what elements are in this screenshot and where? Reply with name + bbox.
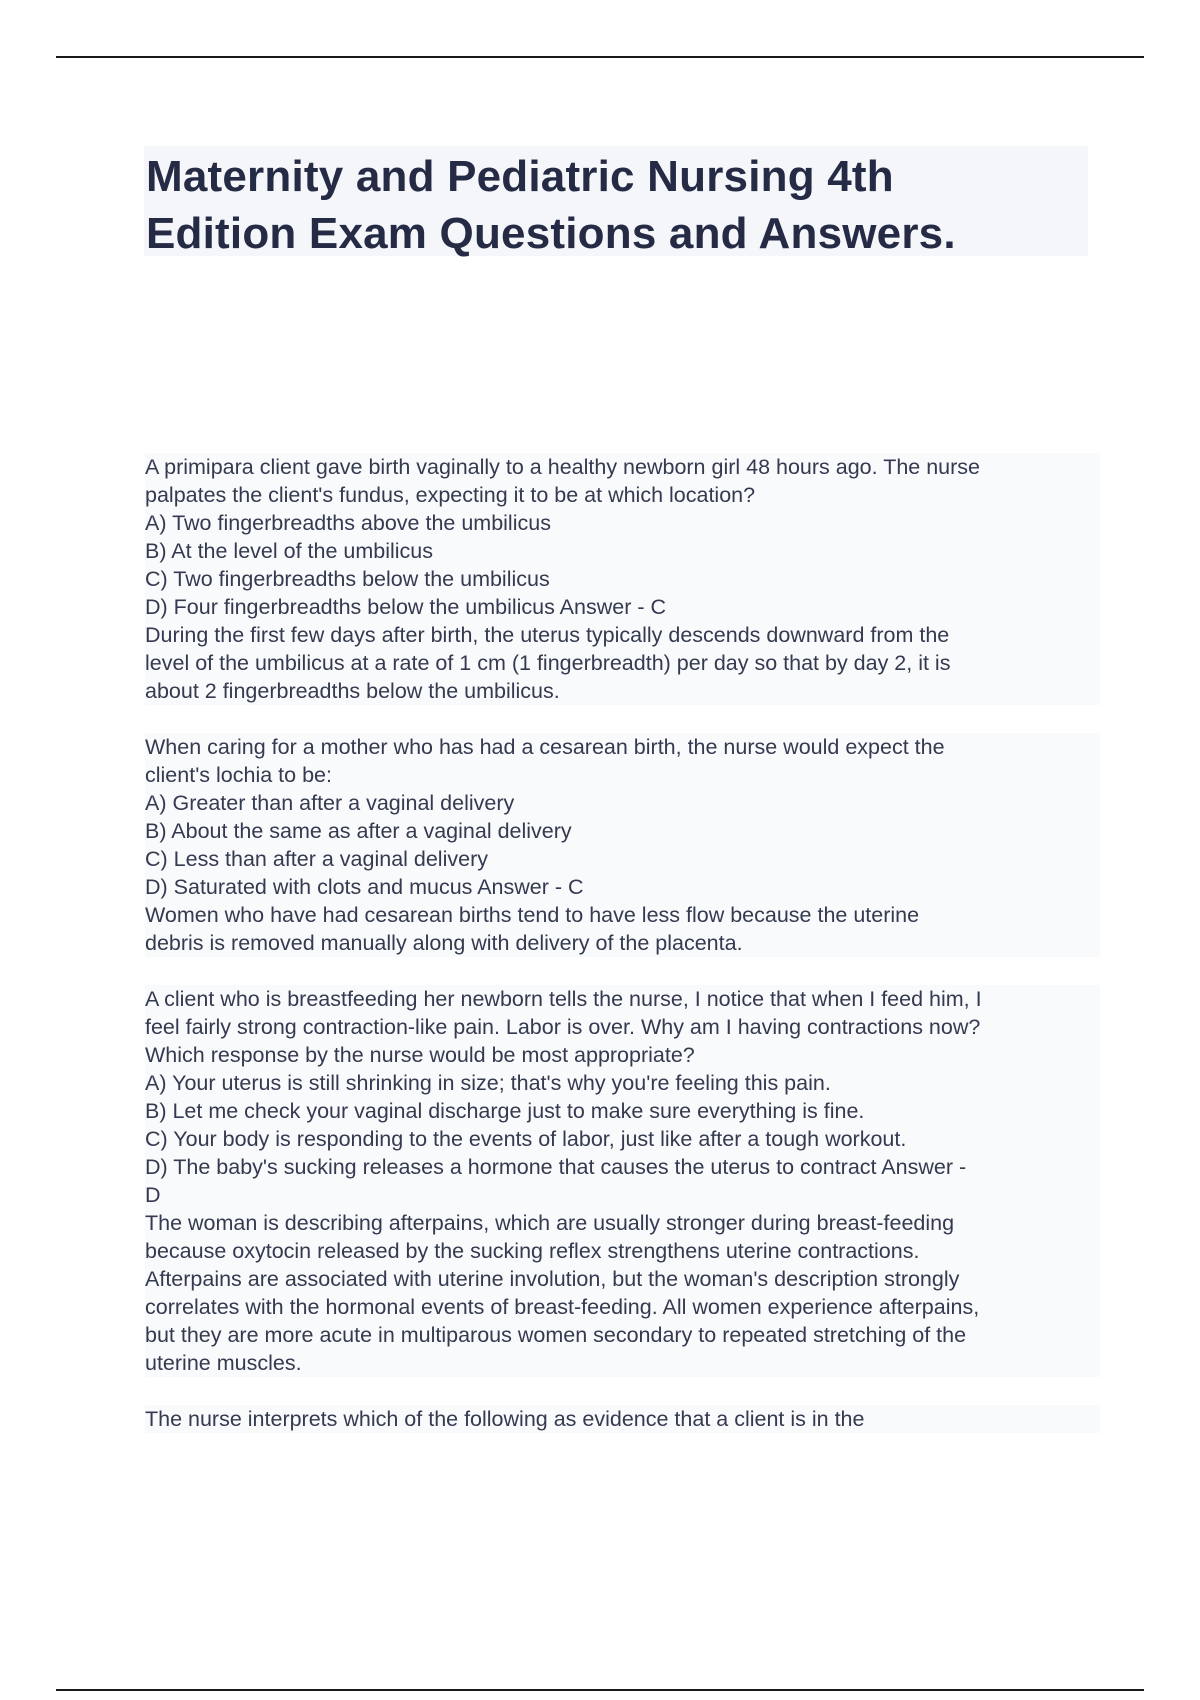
- question-line: Afterpains are associated with uterine involution, but the woman's description strongly: [145, 1265, 1100, 1293]
- question-line: D) The baby's sucking releases a hormone that causes the uterus to contract Answer -: [145, 1153, 1100, 1181]
- question-block: [145, 453, 1100, 705]
- question-line: feel fairly strong contraction-like pain. Labor is over. Why am I having contractions now?: [145, 1013, 1100, 1041]
- question-line: C) Less than after a vaginal delivery: [145, 845, 1100, 873]
- question-line: client's lochia to be:: [145, 761, 1100, 789]
- question-block: [145, 733, 1100, 957]
- question-line: A primipara client gave birth vaginally to a healthy newborn girl 48 hours ago. The nurse: [145, 453, 1100, 481]
- question-line: D) Saturated with clots and mucus Answer - C: [145, 873, 1100, 901]
- question-line: A client who is breastfeeding her newborn tells the nurse, I notice that when I feed him, I: [145, 985, 1100, 1013]
- question-line: debris is removed manually along with delivery of the placenta.: [145, 929, 1100, 957]
- question-line: correlates with the hormonal events of breast-feeding. All women experience afterpains,: [145, 1293, 1100, 1321]
- question-line: When caring for a mother who has had a cesarean birth, the nurse would expect the: [145, 733, 1100, 761]
- question-line: palpates the client's fundus, expecting it to be at which location?: [145, 481, 1100, 509]
- title-line: Edition Exam Questions and Answers.: [146, 209, 956, 258]
- question-line: about 2 fingerbreadths below the umbilicus.: [145, 677, 1100, 705]
- question-line: Women who have had cesarean births tend to have less flow because the uterine: [145, 901, 1100, 929]
- question-line: D: [145, 1181, 1100, 1209]
- question-line: B) At the level of the umbilicus: [145, 537, 1100, 565]
- question-line: C) Your body is responding to the events of labor, just like after a tough workout.: [145, 1125, 1100, 1153]
- question-line: The nurse interprets which of the following as evidence that a client is in the: [145, 1405, 1100, 1433]
- question-line: A) Two fingerbreadths above the umbilicus: [145, 509, 1100, 537]
- question-line: A) Your uterus is still shrinking in size; that's why you're feeling this pain.: [145, 1069, 1100, 1097]
- question-line: Which response by the nurse would be most appropriate?: [145, 1041, 1100, 1069]
- question-line: B) About the same as after a vaginal delivery: [145, 817, 1100, 845]
- page-title: [146, 148, 1066, 262]
- question-list: [145, 453, 1100, 1461]
- question-line: but they are more acute in multiparous women secondary to repeated stretching of the: [145, 1321, 1100, 1349]
- question-block: [145, 1405, 1100, 1433]
- question-line: During the first few days after birth, the uterus typically descends downward from the: [145, 621, 1100, 649]
- question-line: because oxytocin released by the sucking reflex strengthens uterine contractions.: [145, 1237, 1100, 1265]
- title-line: Maternity and Pediatric Nursing 4th: [146, 152, 894, 201]
- top-divider: [56, 56, 1144, 58]
- question-line: uterine muscles.: [145, 1349, 1100, 1377]
- question-line: B) Let me check your vaginal discharge just to make sure everything is fine.: [145, 1097, 1100, 1125]
- question-line: D) Four fingerbreadths below the umbilicus Answer - C: [145, 593, 1100, 621]
- question-line: A) Greater than after a vaginal delivery: [145, 789, 1100, 817]
- question-line: The woman is describing afterpains, which are usually stronger during breast-feeding: [145, 1209, 1100, 1237]
- bottom-divider: [56, 1689, 1144, 1691]
- question-block: [145, 985, 1100, 1377]
- question-line: C) Two fingerbreadths below the umbilicus: [145, 565, 1100, 593]
- question-line: level of the umbilicus at a rate of 1 cm (1 fingerbreadth) per day so that by day 2, it is: [145, 649, 1100, 677]
